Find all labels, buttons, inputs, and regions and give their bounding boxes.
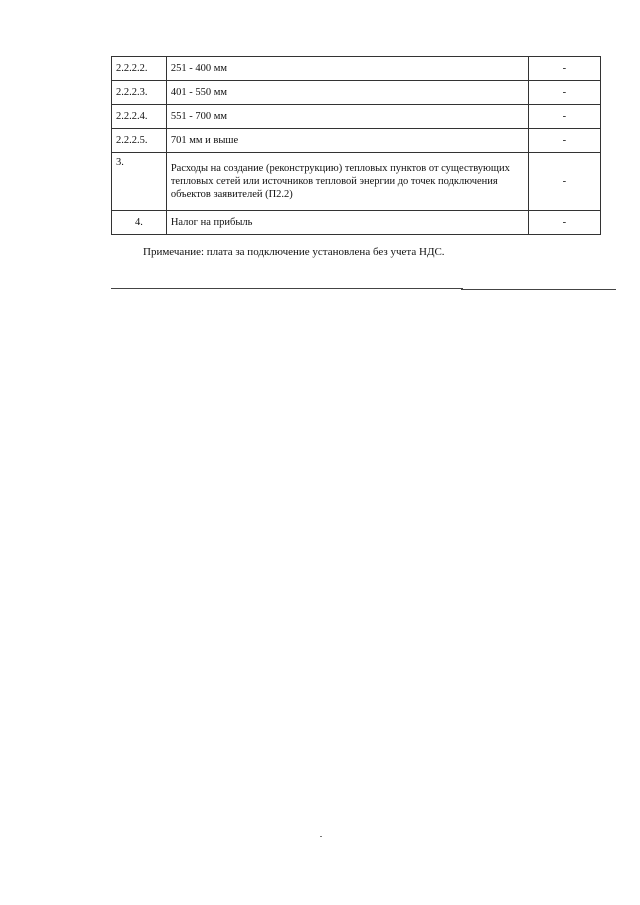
table-row <box>112 105 601 129</box>
row-description: 701 мм и выше <box>166 129 528 153</box>
row-value: - <box>528 211 600 235</box>
row-number: 4. <box>112 211 167 235</box>
table-row <box>112 81 601 105</box>
table-row <box>112 153 601 211</box>
row-description: 551 - 700 мм <box>166 105 528 129</box>
divider-line <box>461 289 616 290</box>
tariff-table <box>111 56 601 235</box>
divider-line <box>111 288 463 289</box>
row-description: 251 - 400 мм <box>166 57 528 81</box>
row-value: - <box>528 129 600 153</box>
row-number: 3. <box>112 153 167 211</box>
table-row <box>112 211 601 235</box>
row-value: - <box>528 57 600 81</box>
row-description: 401 - 550 мм <box>166 81 528 105</box>
row-value: - <box>528 153 600 211</box>
row-number: 2.2.2.2. <box>112 57 167 81</box>
table-row <box>112 57 601 81</box>
footnote: Примечание: плата за подключение установлена без учета НДС. <box>143 246 445 258</box>
row-number: 2.2.2.5. <box>112 129 167 153</box>
scan-artifact <box>320 836 322 837</box>
row-description: Расходы на создание (реконструкцию) тепловых пунктов от существующих тепловых сетей или источников тепловой энергии до точек подключения объектов заявителей (П2.2) <box>166 153 528 211</box>
row-description: Налог на прибыль <box>166 211 528 235</box>
table-row <box>112 129 601 153</box>
row-number: 2.2.2.4. <box>112 105 167 129</box>
row-value: - <box>528 105 600 129</box>
row-value: - <box>528 81 600 105</box>
row-number: 2.2.2.3. <box>112 81 167 105</box>
